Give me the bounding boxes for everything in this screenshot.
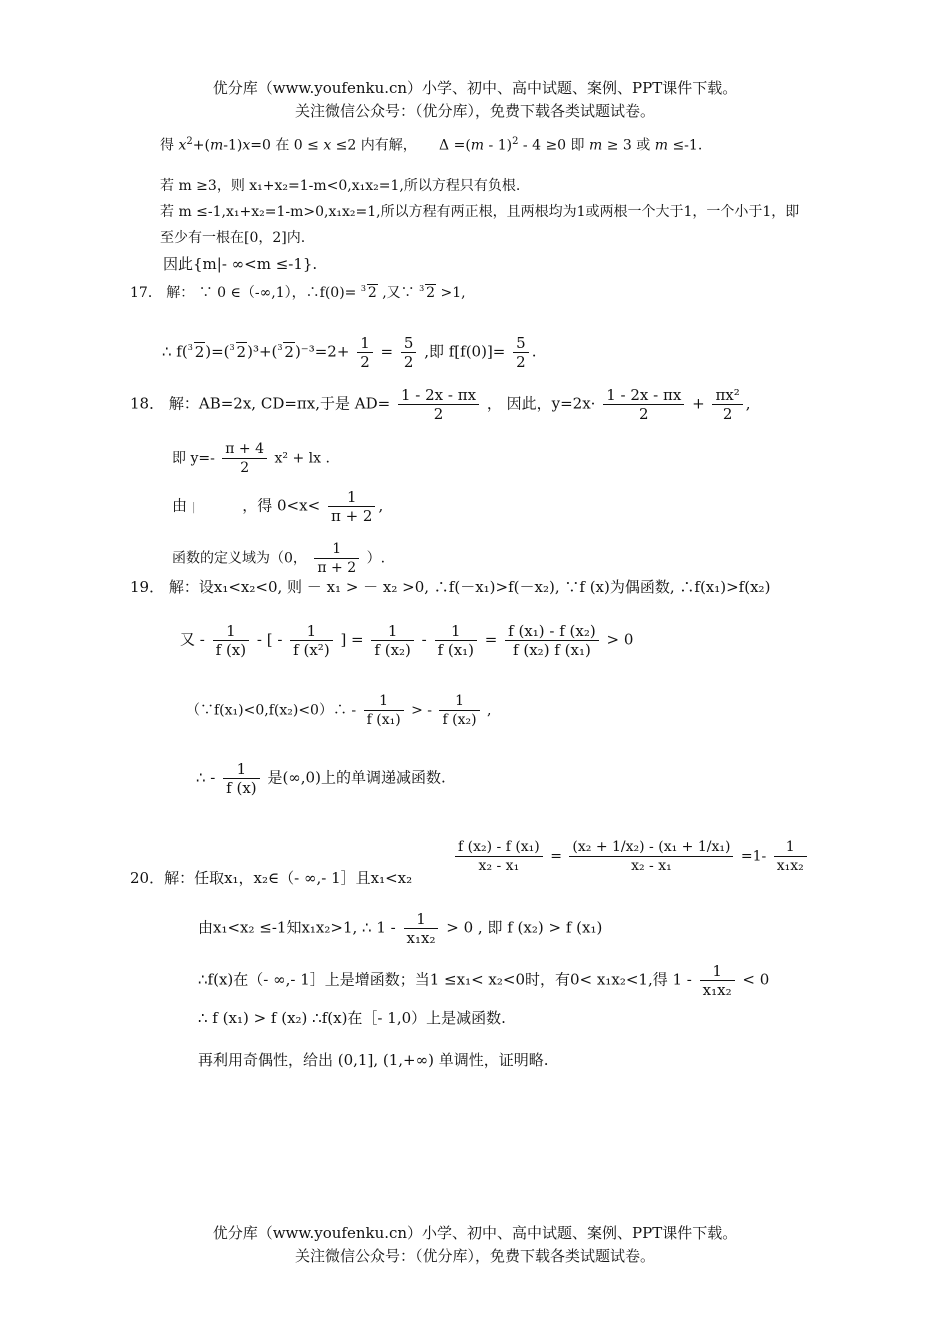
fraction: $\frac{1}{\text{f (x₂)}}$ bbox=[439, 692, 479, 729]
s19-line-2: 又 - $\frac{1}{f (x)}$ - [ - $\frac{1}{\text{f (x²)}}$ ] = $\frac{1}{\text{f (x₂)}}$ - $\frac{1}{\text{f (x₁)}}$ = $\frac{\text{f (x₁) - f (x₂)}}{\text{f (x₂) f (x₁)}}$ > 0 bbox=[180, 622, 634, 659]
fraction: $\frac{5}{2}$ bbox=[401, 334, 417, 371]
s20-line-2 bbox=[198, 910, 602, 947]
fraction: $\frac{1}{\text{f (x₁)}}$ bbox=[364, 692, 404, 729]
s18-text: ，得 0<x< bbox=[242, 496, 321, 515]
s16-text: 得 bbox=[160, 137, 174, 154]
s20-text: < 0 bbox=[742, 970, 770, 989]
s16-line-3: 若 m ≤-1,x₁+x₂=1-m>0,x₁x₂=1,所以方程有两正根，且两根均为1或两根一个大于1，一个小于1，即 bbox=[160, 204, 800, 220]
s19-text: （∵f(x₁)<0,f(x₂)<0）∴ bbox=[186, 702, 347, 719]
s19-line-3: （∵f(x₁)<0,f(x₂)<0）∴ - $\frac{1}{\text{f (x₁)}}$ > - $\frac{1}{\text{f (x₂)}}$ , bbox=[186, 693, 492, 728]
s17-line-2: ∴ f(3 2)=(3 2)³+(3 2)⁻³=2+ $\frac{1}{2}$ = $\frac{5}{2}$ ,即 f[f(0)]= $\frac{5}{2}$ . bbox=[162, 334, 536, 371]
s20-line-1a: 20．解：任取x₁，x₂∈（- ∞,- 1］且x₁<x₂ bbox=[130, 869, 413, 887]
s19-number: 19． bbox=[130, 578, 165, 596]
fraction: $\frac{1}{2}$ bbox=[357, 334, 373, 371]
s17-jie: 解： bbox=[166, 285, 195, 301]
s20-line-5: 再利用奇偶性，给出 (0,1], (1,+∞) 单调性，证明略. bbox=[198, 1051, 549, 1069]
s17-text: >1, bbox=[440, 285, 466, 301]
fraction: $\frac{1 - 2x - \pi x}{2}$ bbox=[398, 386, 479, 423]
s18-number: 18． bbox=[130, 394, 165, 413]
fraction: $\frac{1}{\text{x₁x₂}}$ bbox=[774, 838, 807, 875]
s20-line-1b bbox=[452, 838, 810, 875]
s17-line-1: 17． 解： ∵ 0 ∈（-∞,1），∴f(0)= 3 2 ,又∵ 3 2 >1, bbox=[130, 283, 466, 303]
s19-text: , bbox=[487, 702, 492, 719]
s18-line-4 bbox=[172, 540, 385, 577]
fraction: $\frac{1}{f (x)}$ bbox=[223, 760, 259, 797]
fraction: $\frac{\text{f (x₂) - f (x₁)}}{\text{x₂ - x₁}}$ bbox=[455, 838, 543, 875]
s18-text: ）. bbox=[366, 550, 386, 567]
s19-text: > 0 bbox=[606, 630, 634, 649]
s18-text: x² + lx . bbox=[274, 450, 330, 467]
fraction: $\frac{1}{\text{x₁x₂}}$ bbox=[700, 962, 735, 999]
s16-line-4: 至少有一根在[0，2]内. bbox=[160, 230, 306, 246]
header-line-1: 优分库（www.youfenku.cn）小学、初中、高中试题、案例、PPT课件下载。 bbox=[212, 79, 738, 97]
fraction: $\frac{1}{\text{x₁x₂}}$ bbox=[404, 910, 439, 947]
fraction: $\frac{1}{\pi + 2}$ bbox=[314, 540, 359, 577]
s20-text: > 0 , 即 f (x₂) > f (x₁) bbox=[446, 918, 603, 937]
s17-text: ,即 f[f(0)]= bbox=[424, 342, 506, 361]
s16-text: 内有解， bbox=[360, 137, 417, 154]
s16-line-5: 因此{m|- ∞<m ≤-1}. bbox=[163, 255, 318, 273]
footer-line-1: 优分库（www.youfenku.cn）小学、初中、高中试题、案例、PPT课件下载。 bbox=[212, 1224, 738, 1242]
s17-text: = bbox=[380, 342, 394, 361]
s17-text: )³+( bbox=[247, 342, 278, 361]
s20-line-3 bbox=[198, 962, 769, 999]
s18-line-2 bbox=[172, 440, 330, 477]
fraction: $\frac{1}{f (x)}$ bbox=[213, 622, 249, 659]
s16-line-1: 得 $x^2+(m-1)x=0$ 在 0 ≤ x ≤2 内有解， Δ =(m - 1)$^2$ - 4 ≥0 即 m ≥ 3 或 m ≤-1. bbox=[160, 136, 703, 154]
s20-text: =1- bbox=[740, 848, 767, 865]
s19-text: 又 bbox=[180, 630, 196, 649]
s18-text: 由 bbox=[172, 496, 188, 515]
fraction: $\frac{1}{\text{f (x₂)}}$ bbox=[371, 622, 414, 659]
s20-text: ∴f(x)在（- ∞,- 1］上是增函数；当1 ≤x₁< x₂<0时，有0< x₁x₂<1,得 1 - bbox=[198, 970, 692, 989]
header-line-2: 关注微信公众号：（优分库），免费下载各类试题试卷。 bbox=[294, 102, 655, 120]
fraction: $\frac{1}{\pi + 2}$ bbox=[328, 488, 376, 525]
s16-text: 或 bbox=[636, 137, 651, 154]
fraction: $\frac{1 - 2x - \pi x}{2}$ bbox=[603, 386, 684, 423]
s19-line-1 bbox=[130, 577, 770, 597]
s16-text: 在 bbox=[275, 137, 290, 154]
s18-text: + bbox=[692, 394, 705, 413]
s19-line-4 bbox=[196, 760, 446, 797]
s19-text: 是(∞,0)上的单调递减函数. bbox=[267, 768, 446, 787]
s20-text: 由x₁<x₂ ≤-1知x₁x₂>1, ∴ 1 - bbox=[198, 918, 396, 937]
fraction: $\frac{\text{f (x₁) - f (x₂)}}{\text{f (x₂) f (x₁)}}$ bbox=[505, 622, 599, 659]
s19-text: 解：设x₁<x₂<0, 则 － x₁ > － x₂ >0, ∴f(－x₁)>f(－x₂), ∵f (x)为偶函数, ∴f(x₁)>f(x₂) bbox=[168, 578, 771, 596]
s16-line-2: 若 m ≥3，则 x₁+x₂=1-m<0,x₁x₂=1,所以方程只有负根. bbox=[160, 178, 521, 194]
fraction: $\frac{\pi + 4}{2}$ bbox=[222, 440, 267, 477]
s20-line-4: ∴ f (x₁) > f (x₂) ∴f(x)在［- 1,0）上是减函数. bbox=[198, 1009, 506, 1027]
s18-line-1: 18． 解：AB=2x, CD=πx,于是 AD= $\frac{1 - 2x - \pi x}{2}$ ， 因此，y=2x· $\frac{1 - 2x - \pi x}{2}$ + $\frac{\text{πx²}}{2}$ , bbox=[130, 386, 751, 423]
s20-text: = bbox=[550, 848, 562, 865]
s17-number: 17． bbox=[130, 285, 162, 301]
s18-text: 函数的定义域为（0， bbox=[172, 550, 307, 567]
fraction: $\frac{1}{\text{f (x₁)}}$ bbox=[435, 622, 478, 659]
s16-text: 即 bbox=[570, 137, 585, 154]
s17-text: ∵ 0 ∈（-∞,1），∴f(0)= bbox=[198, 285, 357, 301]
fraction: $\frac{5}{2}$ bbox=[513, 334, 529, 371]
s19-text: ∴ - bbox=[196, 768, 216, 787]
s17-text: )⁻³=2+ bbox=[294, 342, 350, 361]
s17-text: ∴ f( bbox=[162, 342, 188, 361]
s17-text: )=( bbox=[205, 342, 230, 361]
s18-text: ， 因此，y=2x· bbox=[486, 394, 596, 413]
s18-text: 解：AB=2x, CD=πx,于是 AD= bbox=[168, 394, 391, 413]
footer-line-2: 关注微信公众号：（优分库），免费下载各类试题试卷。 bbox=[294, 1247, 655, 1265]
s18-line-3: 由 | ，得 0<x< $\frac{1}{\pi + 2}$ , bbox=[172, 488, 384, 525]
fraction: $\frac{1}{\text{f (x²)}}$ bbox=[290, 622, 333, 659]
s18-text: 即 y=- bbox=[172, 450, 215, 467]
fraction: $\frac{\text{πx²}}{2}$ bbox=[712, 386, 742, 423]
s17-text: ,又∵ bbox=[382, 285, 415, 301]
fraction: $\frac{\text{(x₂ + 1/x₂) - (x₁ + 1/x₁)}}{\text{x₂ - x₁}}$ bbox=[569, 838, 733, 875]
